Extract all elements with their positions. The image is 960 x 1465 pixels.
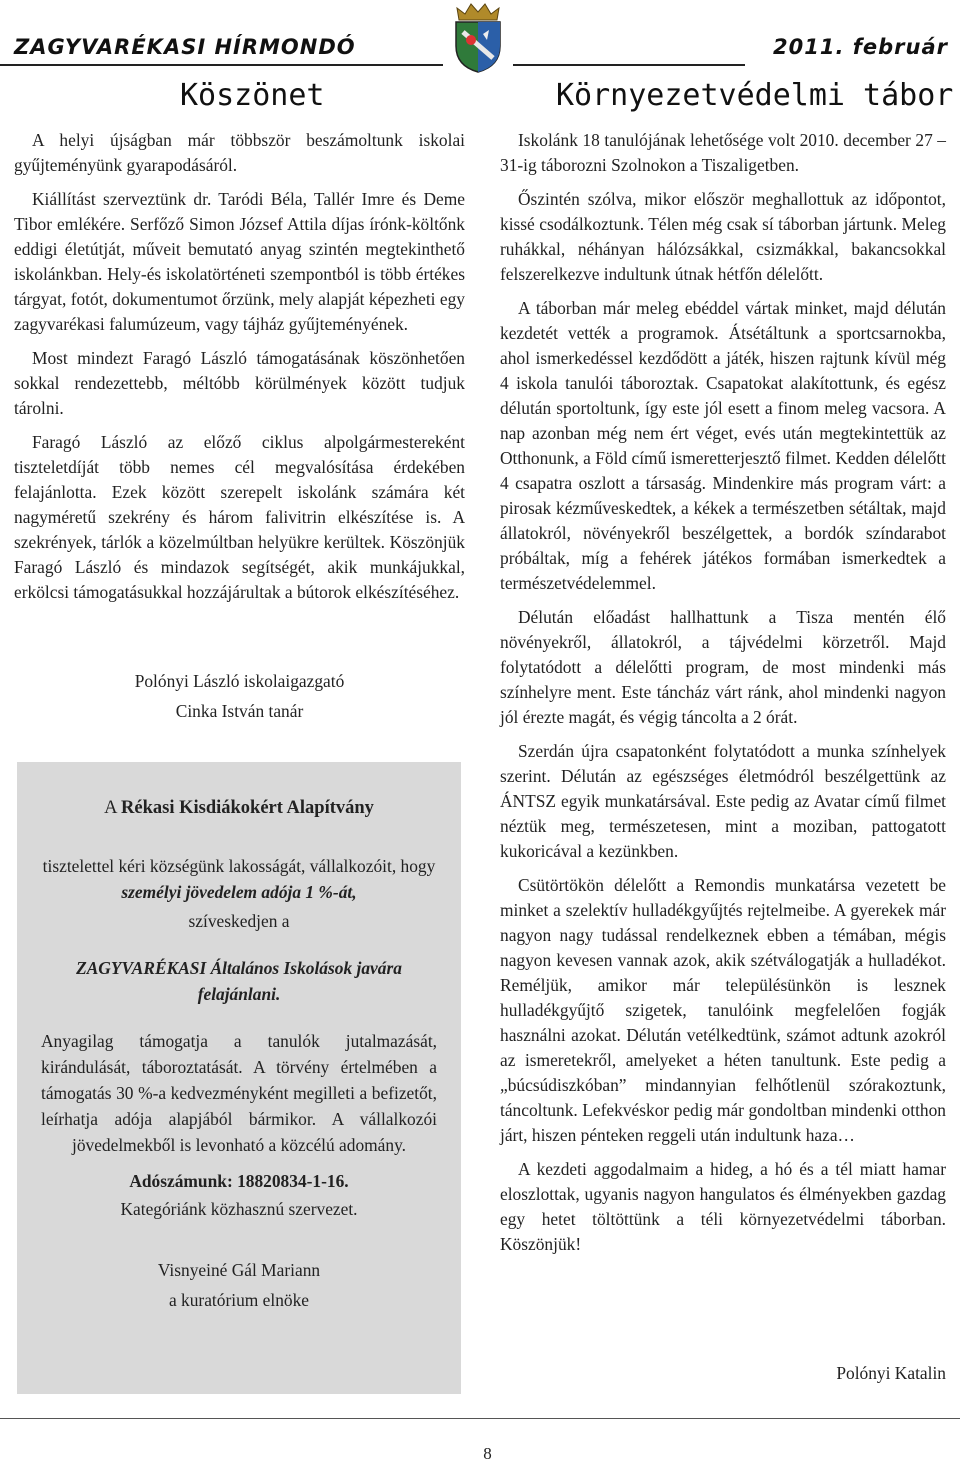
paragraph: Kiállítást szerveztünk dr. Taródi Béla, Tallér Imre és Deme Tibor emlékére. Serfőző Simon József Attila díjas írónk-költőnk eddigi életútját, műveit bemutató anyag szintén megtekinthető iskolánkban. Hely-és iskolatörténeti szempontból is több értékes tárgyat, fotót, dokumentumot őrzünk, mely alapját képezheti egy zagyvarékasi falumúzeum, vagy tájház gyűjteményének. bbox=[14, 189, 465, 334]
right-article-title: Környezetvédelmi tábor bbox=[556, 78, 954, 113]
paragraph: A kezdeti aggodalmaim a hideg, a hó és a tél miatt hamar eloszlottak, ugyanis nagyon hangulatos és élményekben gazdag egy hetet töltöttünk a téli környezetvédelmi táborban. Köszönjük! bbox=[500, 1159, 946, 1254]
paragraph: Faragó László az előző ciklus alpolgármestereként tiszteletdíját több nemes cél megvalósítása érdekében felajánlotta. Ezek között szerepelt iskolánk számára két nagyméretű szekrény és három falivitrin elkészítése is. A szekrények, tárlók a közelmúltban helyükre kerültek. Köszönjük Faragó László és mindazok segítségét, akik munkájukkal, erkölcsi támogatásukkal hozzájárultak a bútorok elkészítéséhez. bbox=[14, 432, 465, 602]
page-number: 8 bbox=[483, 1444, 492, 1463]
paragraph: Most mindezt Faragó László támogatásának köszönhetően sokkal rendezettebb, méltóbb körülmények között tudjuk tárolni. bbox=[14, 348, 465, 418]
newsletter-name: ZAGYVARÉKASI HÍRMONDÓ bbox=[14, 35, 356, 59]
header-rule-left bbox=[0, 64, 443, 66]
left-article-title: Köszönet bbox=[180, 78, 325, 113]
paragraph: A helyi újságban már többször beszámoltunk iskolai gyűjteményünk gyarapodásáról. bbox=[14, 130, 465, 175]
beneficiary-emphasis: ZAGYVARÉKASI Általános Iskolások javára felajánlani. bbox=[76, 958, 402, 1004]
paragraph: Délután előadást hallhattunk a Tisza mentén élő növényekről, állatokról, a tájvédelmi körzetről. Majd folytatódott a délelőtti program, de most mindenki más színhelyre ment. Este táncház várt ránk, ahol mindenki nagyon jól érezte magát, és végig táncolta a 2 órát. bbox=[500, 607, 946, 727]
donation-please: szíveskedjen a bbox=[188, 911, 290, 931]
coat-of-arms-icon bbox=[443, 0, 513, 74]
issue-date: 2011. február bbox=[773, 35, 948, 59]
donation-box bbox=[17, 762, 461, 1394]
header-rule-right bbox=[513, 64, 745, 66]
organization-category: Kategóriánk közhasznú szervezet. bbox=[120, 1199, 358, 1219]
donation-request: tisztelettel kéri községünk lakosságát, vállalkozóit, hogy bbox=[42, 856, 436, 876]
paragraph: A táborban már meleg ebéddel vártak minket, majd délután kezdetét vették a programok. Átsétáltunk a sportcsarnokba, ahol ismerkedéssel kezdődött a játék, hiszen rajtunk kívül még 4 iskola tanulói táboroztak. Csapatokat alakítottunk, és egész délután sportoltunk, így este jól esett a finom meleg vacsora. A nap azonban még nem ért véget, evés után megtekintettük az Otthonunk, a Föld című ismeretterjesztő filmet. Kedden délelőtt 4 csapatra oszlott a társaság. Mindenkire más program várt: a pirosak kézműveskedtek, a kékek a természetben sétáltak, majd állatokról, növényekről beszélgettek, a bordók színdarabot próbáltak, míg a fehérek játékos formában ismerkedtek a természetvédelemmel. bbox=[500, 298, 946, 593]
signature-teacher: Cinka István tanár bbox=[175, 701, 304, 721]
paragraph: Iskolánk 18 tanulójának lehetősége volt 2010. december 27 – 31-ig táborozni Szolnokon a Tiszaligetben. bbox=[500, 130, 946, 175]
page-header bbox=[0, 0, 960, 80]
right-article-body bbox=[500, 128, 946, 1266]
foundation-name: Rékasi Kisdiákokért Alapítvány bbox=[121, 798, 374, 818]
signature-principal: Polónyi László iskolaigazgató bbox=[134, 671, 345, 691]
foundation-title: A Rékasi Kisdiákokért Alapítvány bbox=[104, 798, 374, 818]
footer-rule bbox=[0, 1418, 960, 1419]
paragraph: Őszintén szólva, mikor először meghallottuk az időpontot, kissé csodálkoztunk. Télen még csak sí táborban jártunk. Meleg ruhákkal, néhányan hálózsákkal, csizmákkal, bakancsokkal felszerelkezve indultunk útnak hétfőn délelőtt. bbox=[500, 189, 946, 284]
paragraph: Szerdán újra csapatonként folytatódott a munka színhelyek szerint. Délután az egészséges életmódról beszélgettünk az ÁNTSZ egyik munkatársával. Este pedig az Avatar című filmet néztük meg, természetesen, mint a moziban, pattogatott kukoricával a kezünkben. bbox=[500, 741, 946, 861]
support-text: Anyagilag támogatja a tanulók jutalmazását, kirándulását, táboroztatását. A törvény értelmében a támogatás 30 %-a kedvezményként megilleti a befizetőt, leírhatja adója alapjából bármikor. A vállalkozói jövedelmekből is levonható a közcélú adomány. bbox=[41, 1031, 437, 1155]
right-article-author: Polónyi Katalin bbox=[836, 1363, 946, 1383]
paragraph: Csütörtökön délelőtt a Remondis munkatársa vezetett be minket a szelektív hulladékgyűjtés rejtelmeibe. A gyerekek már nagyon nagy tudással rendelkeznek ebben a témában, mégis nagyon kevesen vannak azok, akik szétválogatják a hulladékot. Reméljük, amikor már településünkön is lesznek hulladékgyűjtő szigetek, tanulóink megfelelően fogják használni azokat. Délután vetélkedtünk, számot adtunk azokról az ismeretekről, amelyeket a héten tanultunk. Este pedig a „búcsúdiszkóban” mindannyian felhőtlenül szórakoztunk, táncoltunk. Lefekvéskor pedig már gondoltban mindenki otthon járt, hiszen pénteken reggeli után indultunk haza… bbox=[500, 875, 946, 1145]
board-chair-name: Visnyeiné Gál Mariann bbox=[157, 1260, 321, 1280]
tax-number: Adószámunk: 18820834-1-16. bbox=[129, 1171, 349, 1191]
board-chair-role: a kuratórium elnöke bbox=[168, 1290, 310, 1310]
tax-percent-emphasis: személyi jövedelem adója 1 %-át, bbox=[121, 882, 357, 902]
left-article-body bbox=[14, 128, 465, 614]
